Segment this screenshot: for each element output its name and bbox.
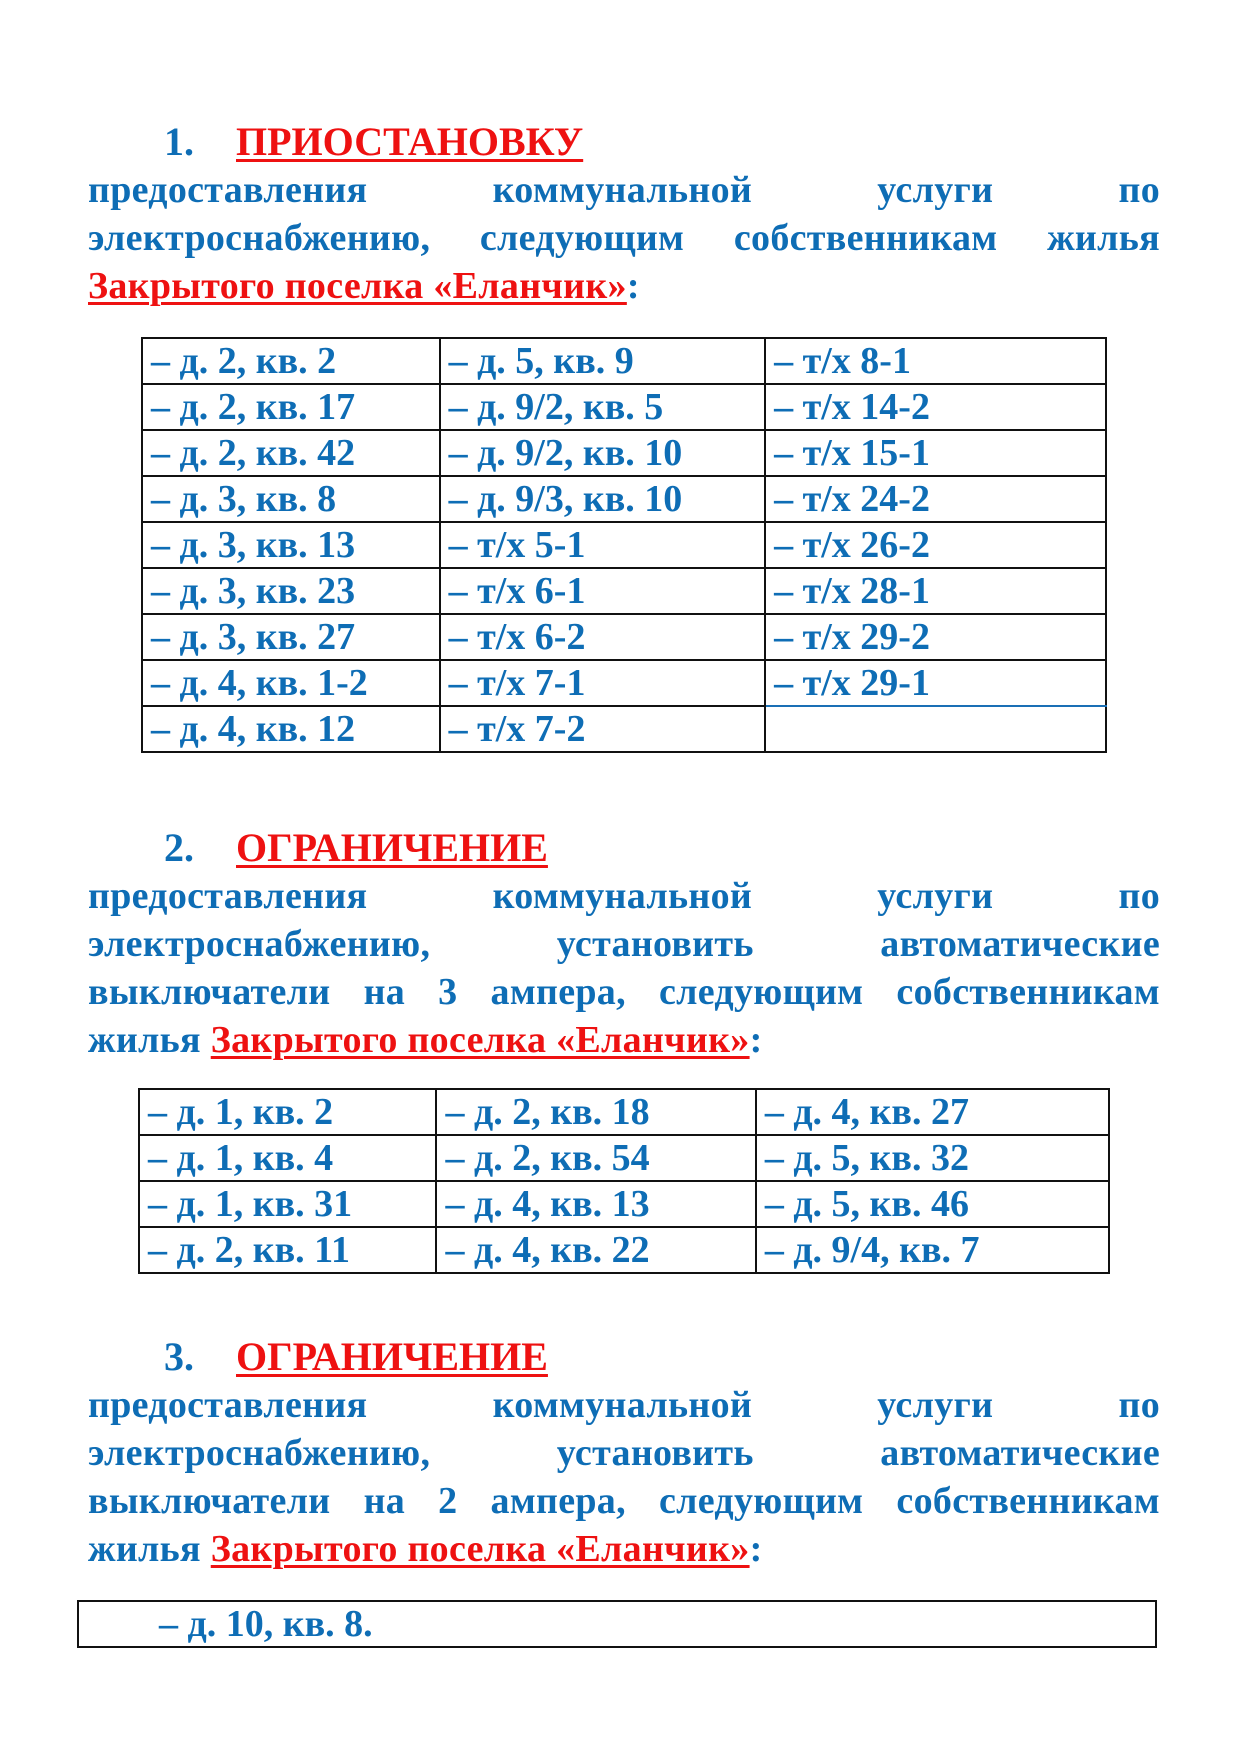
table-cell [765,706,1106,752]
table-cell: – д. 2, кв. 42 [142,430,440,476]
paragraph-line: электроснабжению, следующим собственникам жилья [88,217,1160,259]
table-row [142,384,1106,430]
table-cell: – д. 3, кв. 27 [142,614,440,660]
paragraph-line: предоставления коммунальной услуги по [88,1384,1160,1426]
table-cell: – т/х 6-2 [440,614,766,660]
table-cell: – т/х 26-2 [765,522,1106,568]
table-cell: – д. 1, кв. 31 [139,1181,436,1227]
village-name: Закрытого поселка «Еланчик» [210,1019,750,1061]
section-heading [164,824,1160,872]
table-cell: – т/х 5-1 [440,522,766,568]
paragraph-line [88,262,1160,310]
table-row [78,1601,1156,1647]
table-cell: – д. 9/3, кв. 10 [440,476,766,522]
table-cell: – т/х 15-1 [765,430,1106,476]
table-cell: – д. 2, кв. 18 [436,1089,755,1135]
section-paragraph [88,872,1160,1064]
limit-3a-table [138,1088,1110,1274]
table-cell: – д. 3, кв. 13 [142,522,440,568]
table-cell: – д. 1, кв. 4 [139,1135,436,1181]
table-cell: – д. 4, кв. 12 [142,706,440,752]
paragraph-line: предоставления коммунальной услуги по [88,169,1160,211]
section-paragraph [88,166,1160,310]
suffix-prefix: жилья [88,1019,201,1061]
table-cell: – т/х 7-2 [440,706,766,752]
table-row [142,476,1106,522]
section-heading [164,118,1160,166]
paragraph-line [88,1525,1160,1573]
section-heading [164,1333,1160,1381]
table-row [139,1227,1109,1273]
colon: : [749,1528,763,1570]
table-cell: – д. 4, кв. 13 [436,1181,755,1227]
section-keyword: ОГРАНИЧЕНИЕ [236,1334,548,1379]
table-cell: – д. 4, кв. 22 [436,1227,755,1273]
table-cell: – т/х 28-1 [765,568,1106,614]
section-number: 3. [164,1334,194,1379]
table-cell: – д. 1, кв. 2 [139,1089,436,1135]
table-cell: – д. 10, кв. 8. [78,1601,1156,1647]
table-row [139,1181,1109,1227]
paragraph-line [88,1016,1160,1064]
table-row [139,1089,1109,1135]
table-row [142,614,1106,660]
table-cell: – д. 2, кв. 2 [142,338,440,384]
table-cell: – д. 9/2, кв. 10 [440,430,766,476]
table-row [139,1135,1109,1181]
village-name: Закрытого поселка «Еланчик» [88,265,627,307]
paragraph-line: выключатели на 3 ампера, следующим собственникам [88,971,1160,1013]
table-cell: – т/х 14-2 [765,384,1106,430]
table-row [142,522,1106,568]
colon: : [626,265,640,307]
table-cell: – т/х 29-1 [765,660,1106,706]
paragraph-line: электроснабжению, установить автоматические [88,1432,1160,1474]
table-cell: – т/х 6-1 [440,568,766,614]
table-cell: – д. 4, кв. 27 [756,1089,1109,1135]
section-number: 1. [164,119,194,164]
table-row [142,706,1106,752]
section-2 [88,824,1160,1064]
table-cell: – т/х 8-1 [765,338,1106,384]
table-cell: – д. 2, кв. 54 [436,1135,755,1181]
table-cell: – т/х 7-1 [440,660,766,706]
table-cell: – д. 3, кв. 23 [142,568,440,614]
section-3 [88,1333,1160,1573]
table-row [142,338,1106,384]
table-row [142,660,1106,706]
table-cell: – т/х 24-2 [765,476,1106,522]
village-name: Закрытого поселка «Еланчик» [210,1528,750,1570]
section-1 [88,118,1160,310]
paragraph-line: электроснабжению, установить автоматические [88,923,1160,965]
table-cell: – д. 2, кв. 17 [142,384,440,430]
section-paragraph [88,1381,1160,1573]
table-row [142,568,1106,614]
paragraph-line: предоставления коммунальной услуги по [88,875,1160,917]
suffix-prefix: жилья [88,1528,201,1570]
suspension-table [141,337,1107,753]
paragraph-line: выключатели на 2 ампера, следующим собственникам [88,1480,1160,1522]
limit-2a-table [77,1600,1157,1648]
section-number: 2. [164,825,194,870]
table-row [142,430,1106,476]
table-cell: – д. 5, кв. 9 [440,338,766,384]
colon: : [749,1019,763,1061]
table-cell: – т/х 29-2 [765,614,1106,660]
table-cell: – д. 4, кв. 1-2 [142,660,440,706]
section-keyword: ОГРАНИЧЕНИЕ [236,825,548,870]
table-cell: – д. 5, кв. 46 [756,1181,1109,1227]
section-keyword: ПРИОСТАНОВКУ [236,119,584,164]
table-cell: – д. 3, кв. 8 [142,476,440,522]
table-cell: – д. 9/4, кв. 7 [756,1227,1109,1273]
table-cell: – д. 9/2, кв. 5 [440,384,766,430]
table-cell: – д. 5, кв. 32 [756,1135,1109,1181]
table-cell: – д. 2, кв. 11 [139,1227,436,1273]
